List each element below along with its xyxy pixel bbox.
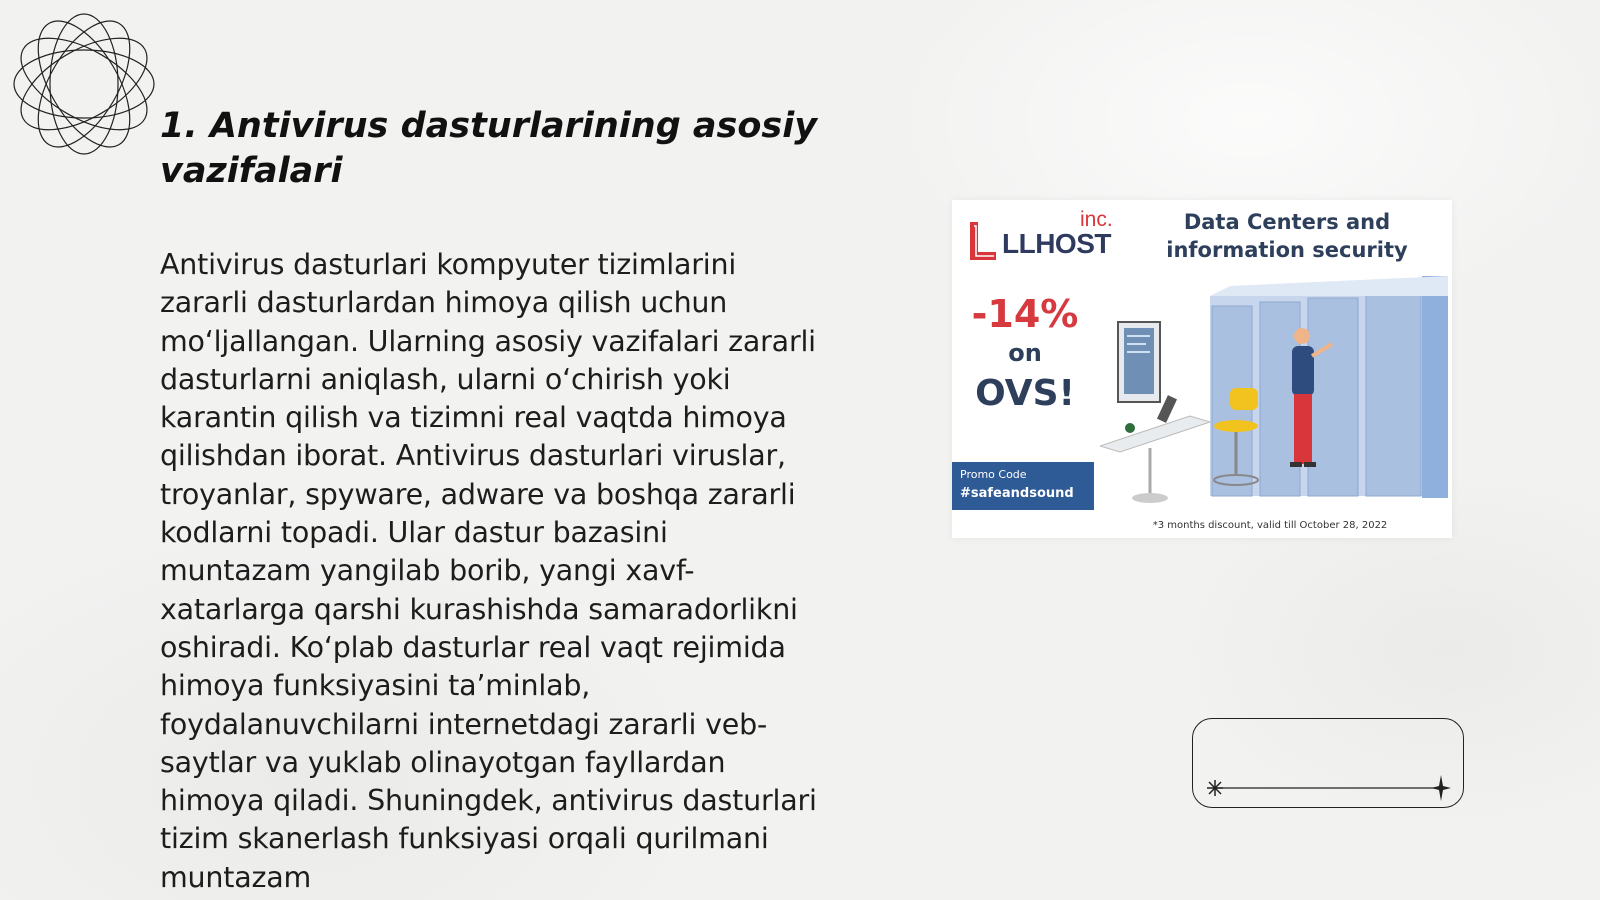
promo-label: Promo Code — [960, 468, 1027, 481]
promo-code-box — [952, 462, 1094, 510]
datacenter-illustration — [1100, 276, 1450, 516]
discount-on: on — [1008, 339, 1042, 367]
brand-suffix: inc. — [1080, 208, 1113, 231]
discount-product: OVS! — [975, 373, 1075, 414]
slide-title: 1. Antivirus dasturlarining asosiy vazifalari — [160, 106, 818, 191]
ad-footnote: *3 months discount, valid till October 28, 2022 — [1152, 520, 1388, 531]
sparkle-icon — [1207, 780, 1223, 796]
star-cross-icon — [1431, 775, 1451, 801]
ad-discount — [970, 292, 1080, 418]
orbit-rings-icon — [8, 8, 160, 160]
promo-code: #safeandsound — [960, 486, 1074, 501]
decorative-slider-card — [1192, 718, 1464, 808]
brand-name: LLHOST — [1002, 228, 1111, 259]
promo-image — [952, 200, 1452, 538]
ad-headline: Data Centers and information security — [1166, 210, 1408, 262]
discount-value: -14% — [971, 292, 1079, 336]
slide-body-text: Antivirus dasturlari kompyuter tizimlarini zararli dasturlardan himoya qilish uchun mo‘ljallangan. Ularning asosiy vazifalari zararli dasturlarni aniqlash, ularni o‘chirish yoki karantin qilish va tizimni real vaqtda himoya qilishdan iborat. Antivirus dasturlari viruslar, troyanlar, spyware, adware va boshqa zararli kodlarni topadi. Ular dastur bazasini muntazam yangilab borib, yangi xavf-xatarlarga qarshi kurashishda samaradorlikni oshiradi. Ko‘plab dasturlar real vaqt rejimida himoya funksiyasini ta’minlab, foydalanuvchilarni internetdagi zararli veb-saytlar va yuklab olinayotgan fayllardan himoya qiladi. Shuningdek, antivirus dasturlari tizim skanerlash funksiyasi orqali qurilmani muntazam — [160, 248, 817, 894]
brand-mark-icon — [968, 220, 998, 262]
